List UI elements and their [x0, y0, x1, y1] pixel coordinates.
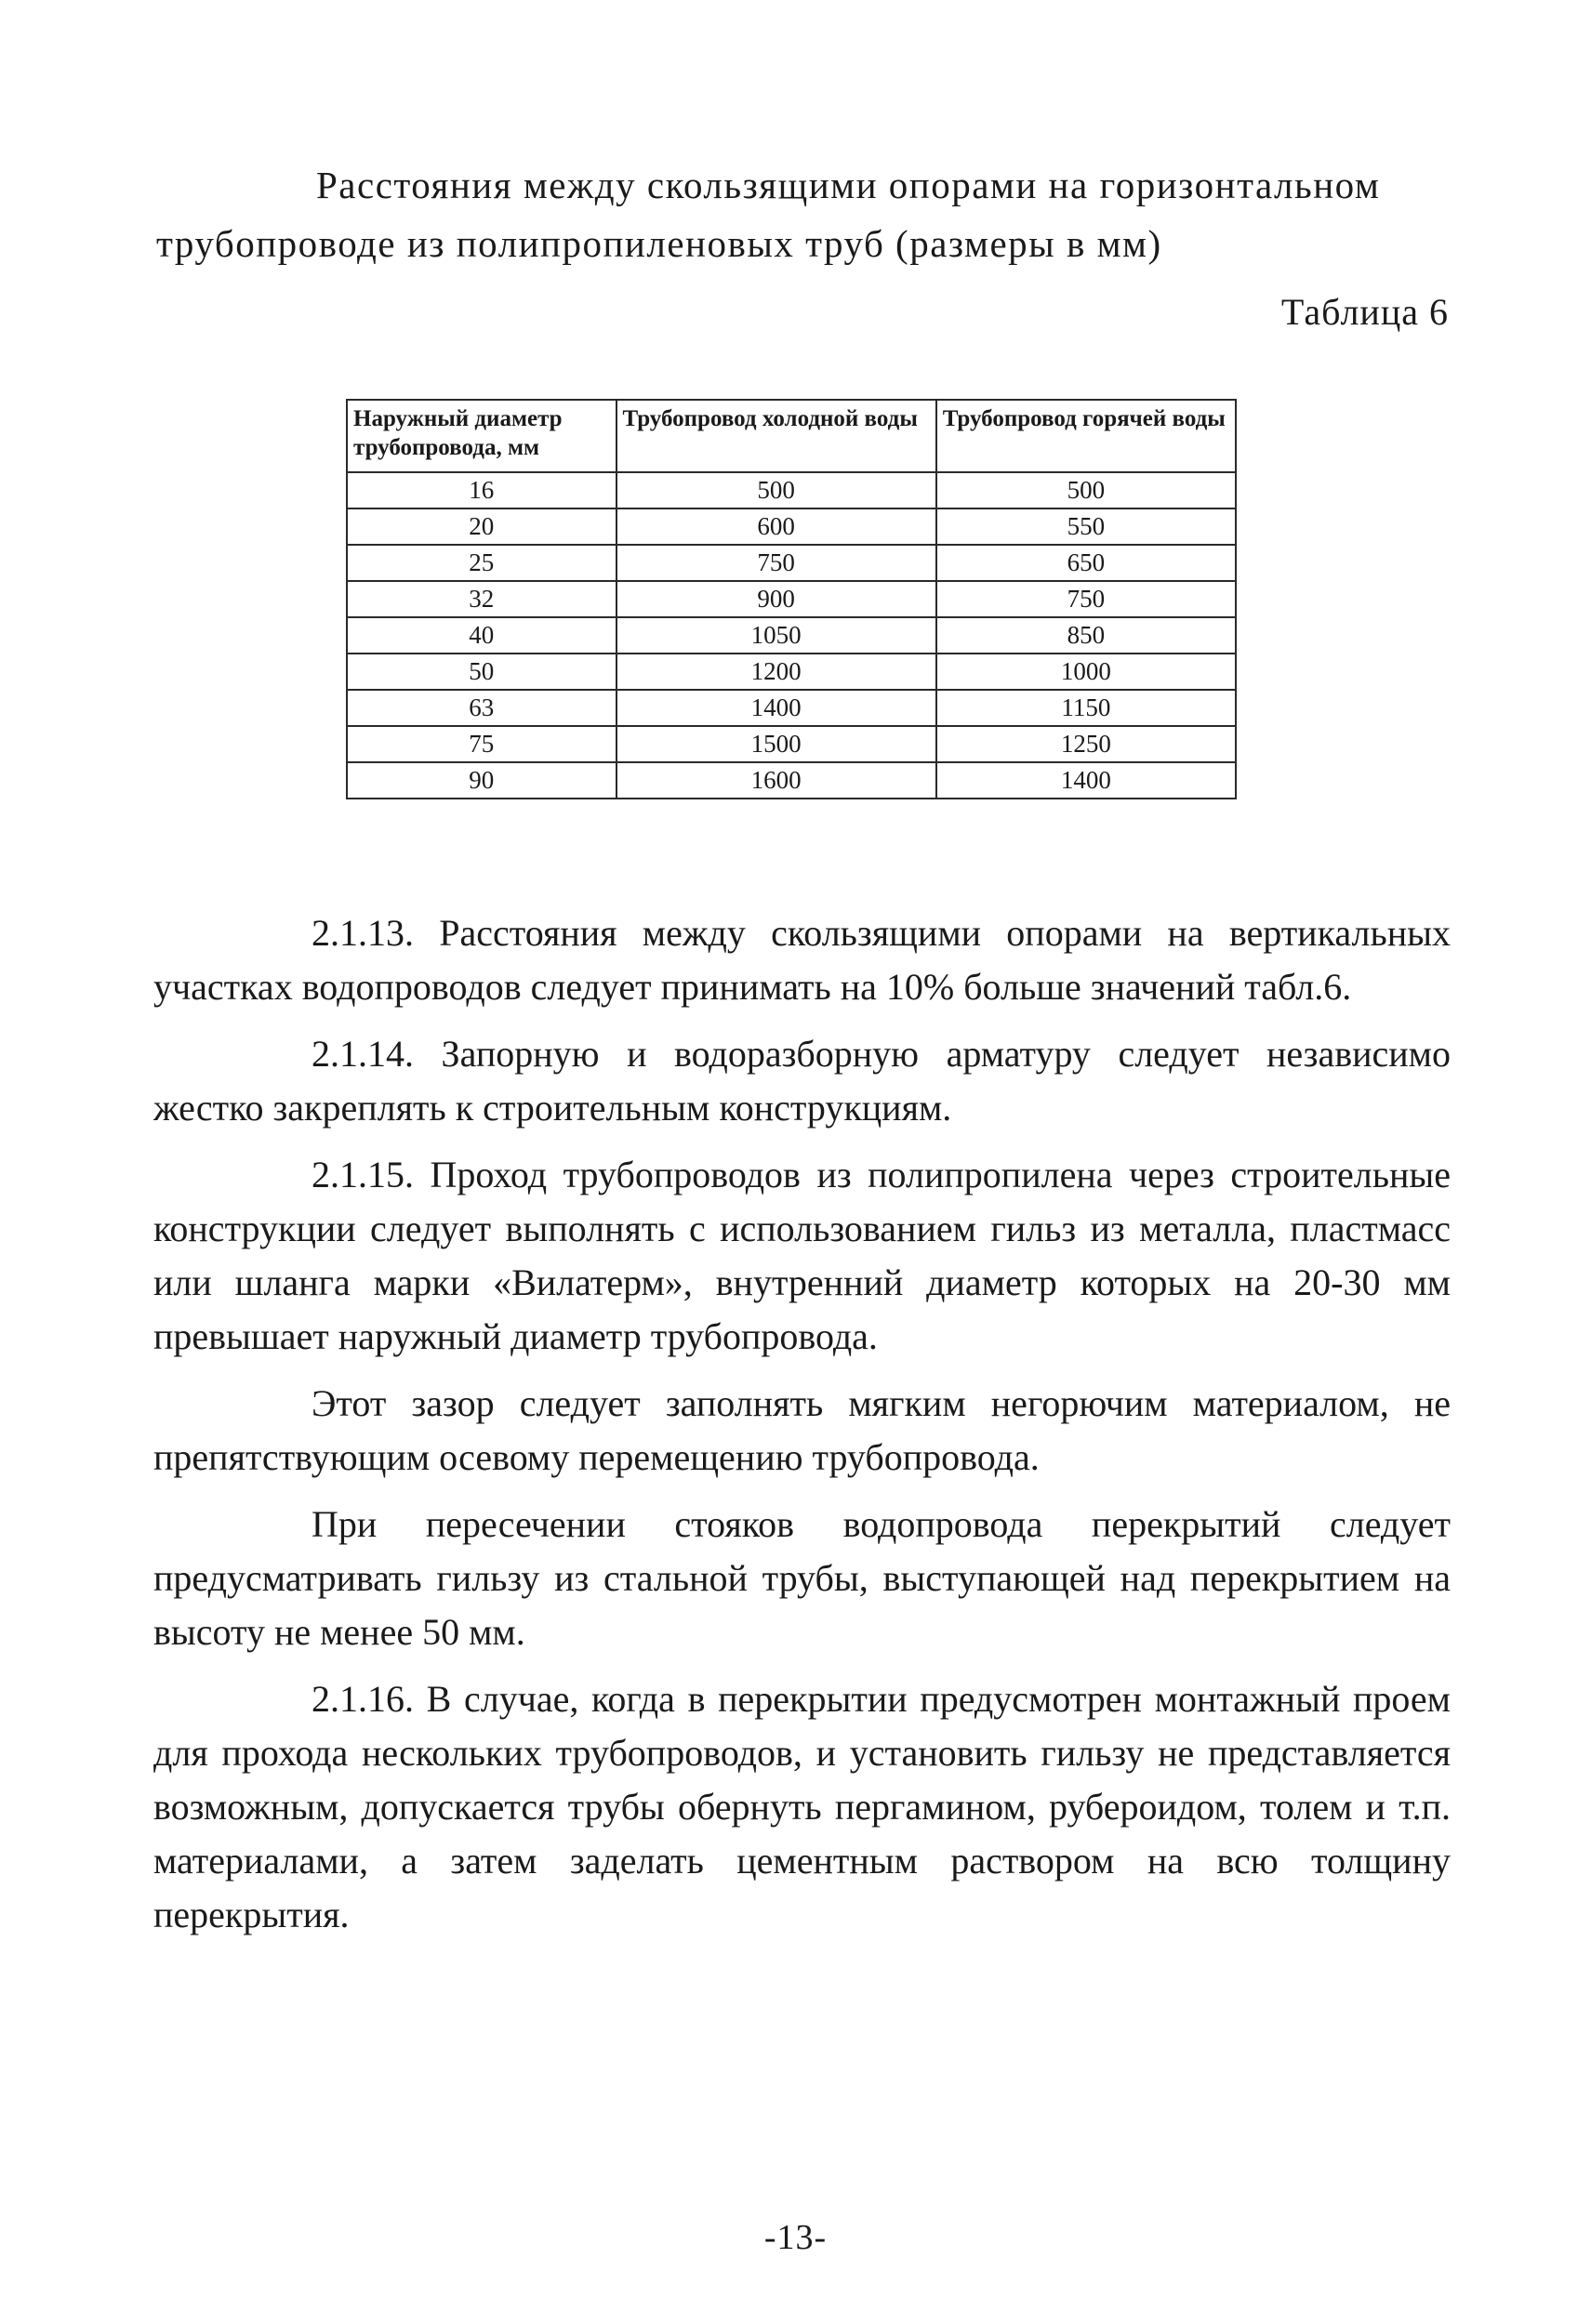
cell-cold: 750 [617, 545, 936, 581]
table-caption-line-2: трубопроводе из полипропиленовых труб (размеры в мм) [156, 222, 1162, 265]
header-cold-water: Трубопровод холодной воды [617, 400, 936, 472]
table-number-label: Таблица 6 [1280, 291, 1449, 333]
cell-cold: 1400 [617, 690, 936, 726]
cell-cold: 1600 [617, 762, 936, 799]
table-row [347, 690, 1236, 726]
paragraph-2-1-15: 2.1.15. Проход трубопроводов из полипропилена через строительные конструкции следует выполнять с использованием гильз из металла, пластмасс или шланга марки «Вилатерм», внутренний диаметр которых на 20-30 мм превышает наружный диаметр трубопровода. [153, 1154, 1451, 1357]
table-row [347, 762, 1236, 799]
paragraph-gap-filling: Этот зазор следует заполнять мягким негорючим материалом, не препятствующим осевому перемещению трубопровода. [153, 1382, 1451, 1478]
paragraph-2-1-13: 2.1.13. Расстояния между скользящими опорами на вертикальных участках водопроводов следует принимать на 10% больше значений табл.6. [153, 912, 1451, 1008]
cell-diameter: 40 [347, 617, 617, 654]
cell-hot: 850 [936, 617, 1236, 654]
cell-cold: 500 [617, 472, 936, 508]
table-header-row [347, 400, 1236, 472]
body-text [153, 906, 1451, 1955]
table-row [347, 726, 1236, 762]
table-row [347, 508, 1236, 545]
cell-hot: 1150 [936, 690, 1236, 726]
cell-diameter: 20 [347, 508, 617, 545]
cell-hot: 1400 [936, 762, 1236, 799]
table-caption [156, 156, 1451, 273]
cell-diameter: 25 [347, 545, 617, 581]
cell-hot: 750 [936, 581, 1236, 617]
cell-diameter: 75 [347, 726, 617, 762]
cell-diameter: 63 [347, 690, 617, 726]
cell-hot: 1250 [936, 726, 1236, 762]
cell-hot: 1000 [936, 654, 1236, 690]
table-row [347, 654, 1236, 690]
page-number: -13- [763, 2218, 828, 2257]
table-row [347, 617, 1236, 654]
table-caption-line-1: Расстояния между скользящими опорами на горизонтальном [316, 164, 1381, 206]
paragraph-2-1-14: 2.1.14. Запорную и водоразборную арматуру следует независимо жестко закреплять к строительным конструкциям. [153, 1033, 1451, 1129]
table-row [347, 545, 1236, 581]
cell-cold: 900 [617, 581, 936, 617]
paragraph-riser-sleeve: При пересечении стояков водопровода перекрытий следует предусматривать гильзу из стальной трубы, выступающей над перекрытием на высоту не менее 50 мм. [153, 1503, 1451, 1653]
cell-hot: 550 [936, 508, 1236, 545]
cell-cold: 600 [617, 508, 936, 545]
cell-diameter: 32 [347, 581, 617, 617]
table-row [347, 581, 1236, 617]
paragraph-2-1-16: 2.1.16. В случае, когда в перекрытии предусмотрен монтажный проем для прохода нескольких трубопроводов, и установить гильзу не представляется возможным, допускается трубы обернуть пергамином, рубероидом, толем и т.п. материалами, а затем заделать цементным раствором на всю толщину перекрытия. [153, 1678, 1451, 1935]
cell-cold: 1200 [617, 654, 936, 690]
cell-hot: 500 [936, 472, 1236, 508]
header-hot-water: Трубопровод горячей воды [936, 400, 1236, 472]
cell-cold: 1500 [617, 726, 936, 762]
cell-hot: 650 [936, 545, 1236, 581]
support-spacing-table [346, 399, 1237, 799]
cell-diameter: 90 [347, 762, 617, 799]
table-row [347, 472, 1236, 508]
cell-diameter: 16 [347, 472, 617, 508]
cell-diameter: 50 [347, 654, 617, 690]
header-outer-diameter: Наружный диаметр трубопровода, мм [347, 400, 617, 472]
cell-cold: 1050 [617, 617, 936, 654]
